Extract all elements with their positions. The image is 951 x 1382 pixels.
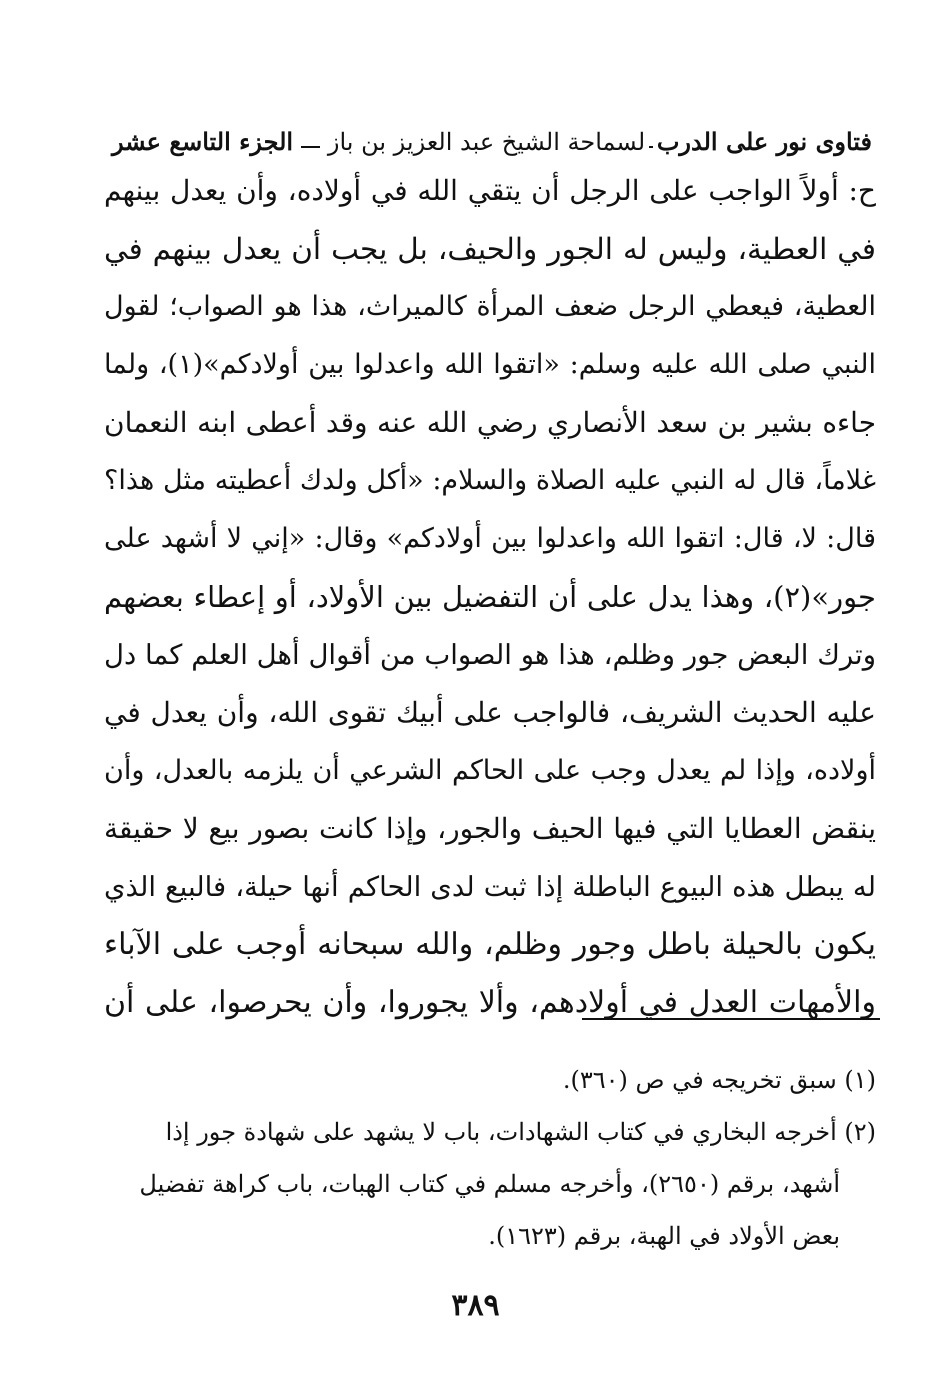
footnote-2-continued: أشهد، برقم (٢٦٥٠)، وأخرجه مسلم في كتاب الهبات، باب كراهة تفضيل <box>139 1170 840 1198</box>
volume-label: الجزء التاسع عشر <box>112 127 294 156</box>
text-line: النبي صلى الله عليه وسلم: «اتقوا الله واعدلوا بين أولادكم»(١)، ولما <box>104 349 876 380</box>
text-line: غلاماً، قال له النبي عليه الصلاة والسلام: «أكل ولدك أعطيته مثل هذا؟ <box>104 465 876 496</box>
text-line: يكون بالحيلة باطل وجور وظلم، والله سبحانه أوجب على الآباء <box>104 927 876 962</box>
footnote-1: (١) سبق تخريجه في ص (٣٦٠). <box>562 1066 876 1094</box>
text-line: أولاده، وإذا لم يعدل وجب على الحاكم الشرعي أن يلزمه بالعدل، وأن <box>104 755 876 786</box>
footnotes <box>104 1054 876 1262</box>
text-line: وترك البعض جور وظلم، هذا هو الصواب من أقوال أهل العلم كما دل <box>104 639 876 671</box>
main-text <box>104 162 876 1032</box>
text-line: عليه الحديث الشريف، فالواجب على أبيك تقوى الله، وأن يعدل في <box>104 696 876 729</box>
footnote-2-continued: بعض الأولاد في الهبة، برقم (١٦٢٣). <box>488 1222 840 1250</box>
header-dash <box>649 146 653 148</box>
text-line: ح: أولاً الواجب على الرجل أن يتقي الله في أولاده، وأن يعدل بينهم <box>104 174 876 207</box>
footnote-divider <box>582 1018 880 1020</box>
footnote-2: (٢) أخرجه البخاري في كتاب الشهادات، باب لا يشهد على شهادة جور إذا <box>165 1118 876 1146</box>
text-line: جاءه بشير بن سعد الأنصاري رضي الله عنه وقد أعطى ابنه النعمان <box>104 406 876 439</box>
text-line: العطية، فيعطي الرجل ضعف المرأة كالميراث، هذا هو الصواب؛ لقول <box>104 291 876 322</box>
text-line: له يبطل هذه البيوع الباطلة إذا ثبت لدى الحاكم أنها حيلة، فالبيع الذي <box>104 871 876 903</box>
header-separator <box>301 146 320 148</box>
page-number: ٣٨٩ <box>451 1288 500 1323</box>
text-line: جور»(٢)، وهذا يدل على أن التفضيل بين الأولاد، أو إعطاء بعضهم <box>104 580 876 614</box>
text-line: والأمهات العدل في أولادهم، وألا يجوروا، وأن يحرصوا، على أن <box>104 985 876 1020</box>
book-title: فتاوى نور على الدرب <box>656 127 872 156</box>
text-line: في العطية، وليس له الجور والحيف، بل يجب أن يعدل بينهم في <box>104 232 876 266</box>
text-line: ينقض العطايا التي فيها الحيف والجور، وإذا كانت بصور بيع لا حقيقة <box>104 812 876 845</box>
author-name: لسماحة الشيخ عبد العزيز بن باز <box>327 128 646 156</box>
running-header <box>112 112 872 156</box>
text-line: قال: لا، قال: اتقوا الله واعدلوا بين أولادكم» وقال: «إني لا أشهد على <box>104 523 876 554</box>
